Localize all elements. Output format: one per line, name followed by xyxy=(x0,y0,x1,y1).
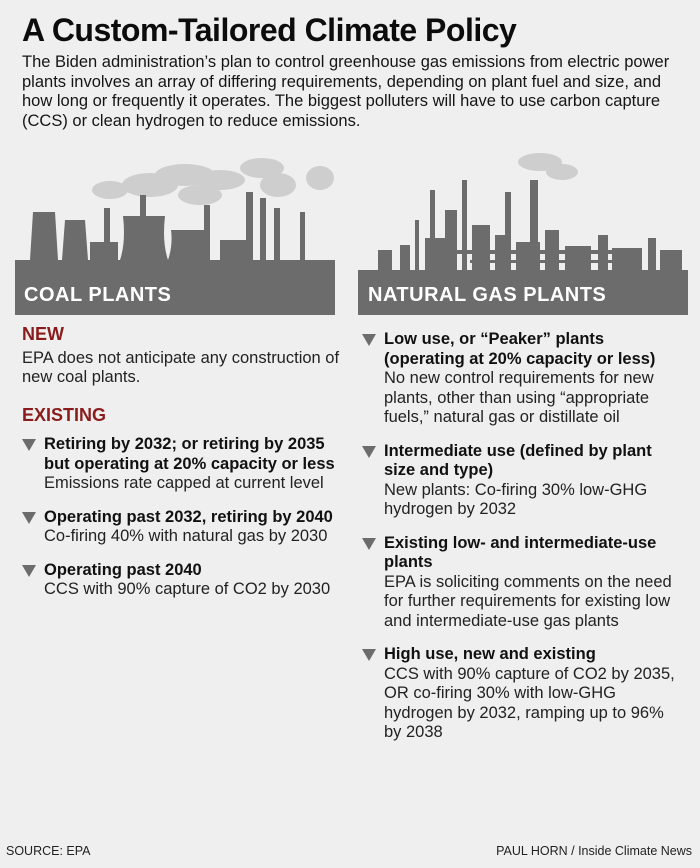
author-credit: PAUL HORN / Inside Climate News xyxy=(496,844,692,858)
item-title: Intermediate use (defined by plant size and type) xyxy=(384,441,652,479)
triangle-bullet-icon xyxy=(362,538,376,550)
intro-paragraph: The Biden administration’s plan to control greenhouse gas emissions from electric power plants involves an array of differing requirements, depending on plant fuel and size, and how long or frequently it operates. The biggest polluters will have to use carbon capture (CCS) or clean hydrogen to reduce emissions. xyxy=(22,53,670,130)
item-description: CCS with 90% capture of CO2 by 2035, OR co-firing 30% with low-GHG hydrogen by 2032, ramping up to 96% by 2038 xyxy=(384,664,675,741)
coal-plants-heading: COAL PLANTS xyxy=(24,284,172,306)
item-description: EPA is soliciting comments on the need for further requirements for existing low and intermediate-use gas plants xyxy=(384,572,672,630)
coal-new-text: EPA does not anticipate any construction of new coal plants. xyxy=(22,348,340,386)
item-title: Retiring by 2032; or retiring by 2035 but operating at 20% capacity or less xyxy=(44,435,335,473)
triangle-bullet-icon xyxy=(22,565,36,577)
item-title: Operating past 2032, retiring by 2040 xyxy=(44,507,333,526)
coal-column xyxy=(22,325,342,614)
triangle-bullet-icon xyxy=(22,439,36,451)
item-description: Co-firing 40% with natural gas by 2030 xyxy=(44,527,328,545)
coal-item-retiring-2032 xyxy=(22,435,342,494)
source-credit: SOURCE: EPA xyxy=(6,844,91,858)
item-description: New plants: Co-firing 30% low-GHG hydrogen by 2032 xyxy=(384,480,648,518)
page-title: A Custom-Tailored Climate Policy xyxy=(22,12,517,48)
gas-item-intermediate xyxy=(362,442,684,520)
gas-item-high-use xyxy=(362,645,684,743)
item-description: Emissions rate capped at current level xyxy=(44,474,324,492)
gas-column xyxy=(362,330,684,757)
triangle-bullet-icon xyxy=(362,649,376,661)
triangle-bullet-icon xyxy=(22,512,36,524)
gas-plants-heading: NATURAL GAS PLANTS xyxy=(368,284,607,306)
triangle-bullet-icon xyxy=(362,446,376,458)
coal-item-past-2040 xyxy=(22,561,342,600)
gas-item-peaker xyxy=(362,330,684,428)
item-description: CCS with 90% capture of CO2 by 2030 xyxy=(44,580,331,598)
triangle-bullet-icon xyxy=(362,334,376,346)
item-title: High use, new and existing xyxy=(384,645,596,663)
coal-new-label: NEW xyxy=(22,324,64,344)
item-description: No new control requirements for new plants, other than using “appropriate fuels,” natural gas or distillate oil xyxy=(384,369,654,426)
coal-item-past-2032 xyxy=(22,508,342,547)
item-title: Existing low- and intermediate-use plants xyxy=(384,533,657,571)
item-title: Operating past 2040 xyxy=(44,560,202,579)
item-title: Low use, or “Peaker” plants (operating at 20% capacity or less) xyxy=(384,330,656,368)
coal-existing-label: EXISTING xyxy=(22,404,107,425)
gas-item-existing-low-intermediate xyxy=(362,534,684,632)
